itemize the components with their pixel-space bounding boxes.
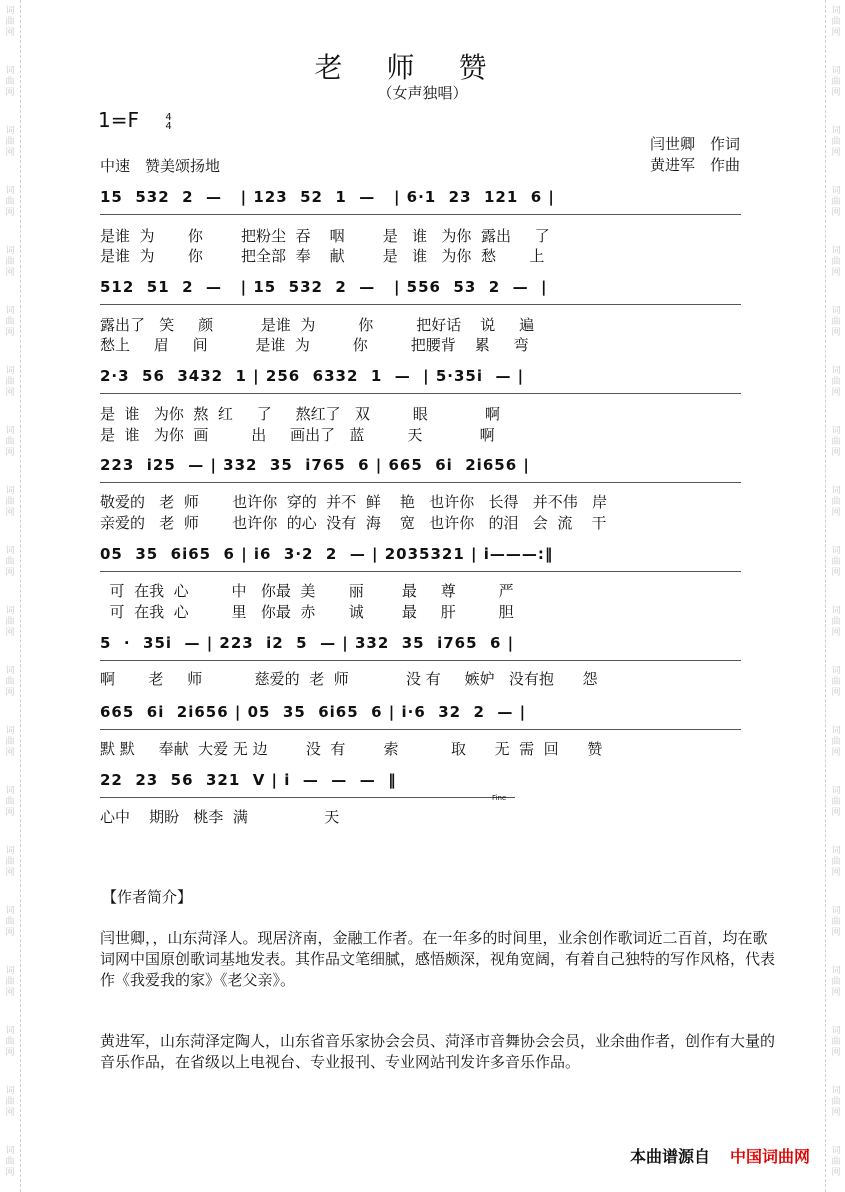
right-margin-strip	[825, 0, 845, 1192]
lyricist-bio: 闫世卿，，山东菏泽人。现居济南，金融工作者。在一年多的时间里，业余创作歌词近二百首，均在歌词网中国原创歌词基地发表。其作品文笔细腻，感悟颇深，视角宽阔，有着自己独特的写作风格，代表作《我爱我的家》《老父亲》。	[100, 929, 776, 989]
watermark-text: 词 曲 网	[831, 546, 841, 578]
watermark-text: 词 曲 网	[5, 906, 15, 938]
watermark-text: 词 曲 网	[5, 126, 15, 158]
watermark-text: 词 曲 网	[831, 846, 841, 878]
watermark-text: 词 曲 网	[5, 966, 15, 998]
key-label: 1=F	[98, 108, 139, 132]
watermark-text: 词 曲 网	[5, 1146, 15, 1178]
watermark-text: 词 曲 网	[5, 306, 15, 338]
watermark-text: 词 曲 网	[5, 726, 15, 758]
notation-row-3: 2·3 56 3432 1 | 256 6332 1 — | 5·35i — |	[100, 367, 741, 394]
watermark-text: 词 曲 网	[5, 666, 15, 698]
lyric-line-6a: 啊 老 师 慈爱的 老 师 没 有 嫉妒 没有抱 怨	[100, 670, 598, 688]
lyric-line-8a: 心中 期盼 桃李 满 天	[100, 808, 340, 826]
source-site-link[interactable]: 中国词曲网	[729, 1147, 810, 1166]
watermark-text: 词 曲 网	[5, 1086, 15, 1118]
lyric-line-4a: 敬爱的 老 师 也许你 穿的 并不 鲜 艳 也许你 长得 并不伟 岸	[100, 493, 608, 511]
lyric-line-2a: 露出了 笑 颜 是谁 为 你 把好话 说 遍	[100, 316, 535, 334]
watermark-text: 词 曲 网	[831, 66, 841, 98]
lyric-line-3a: 是 谁 为你 熬 红 了 熬红了 双 眼 啊	[100, 405, 501, 423]
bio-heading: 【作者简介】	[102, 888, 193, 906]
watermark-text: 词 曲 网	[831, 6, 841, 38]
lyric-line-4b: 亲爱的 老 师 也许你 的心 没有 海 宽 也许你 的泪 会 流 干	[100, 514, 607, 532]
watermark-text: 词 曲 网	[5, 6, 15, 38]
watermark-text: 词 曲 网	[831, 786, 841, 818]
composer-credit: 黄进军 作曲	[649, 156, 740, 174]
source-label: 本曲谱源自	[629, 1147, 710, 1166]
watermark-text: 词 曲 网	[831, 1086, 841, 1118]
watermark-text: 词 曲 网	[5, 1026, 15, 1058]
notation-row-4: 223 i25 — | 332 35 i765 6 | 665 6i 2i656 |	[100, 456, 741, 483]
notation-row-6: 5 · 35i — | 223 i2 5 — | 332 35 i765 6 |	[100, 634, 741, 661]
watermark-text: 词 曲 网	[5, 186, 15, 218]
watermark-text: 词 曲 网	[831, 246, 841, 278]
watermark-text: 词 曲 网	[831, 906, 841, 938]
watermark-text: 词 曲 网	[831, 486, 841, 518]
watermark-text: 词 曲 网	[5, 846, 15, 878]
notation-row-7: 665 6i 2i656 | 05 35 6i65 6 | i·6 32 2 — |	[100, 703, 741, 730]
composer-bio: 黄进军，山东菏泽定陶人，山东省音乐家协会会员、菏泽市音舞协会会员，业余曲作者，创作有大量的音乐作品，在省级以上电视台、专业报刊、专业网站刊发许多音乐作品。	[100, 1032, 776, 1071]
tempo-marking: 中速 赞美颂扬地	[100, 157, 221, 175]
lyric-line-2b: 愁上 眉 间 是谁 为 你 把腰背 累 弯	[100, 336, 529, 354]
watermark-text: 词 曲 网	[831, 366, 841, 398]
watermark-text: 词 曲 网	[831, 726, 841, 758]
watermark-text: 词 曲 网	[5, 606, 15, 638]
watermark-text: 词 曲 网	[5, 546, 15, 578]
left-margin-strip	[0, 0, 21, 1192]
lyric-line-1a: 是谁 为 你 把粉尘 吞 咽 是 谁 为你 露出 了	[100, 227, 550, 245]
watermark-text: 词 曲 网	[5, 426, 15, 458]
fine-mark: Fine	[492, 794, 507, 802]
watermark-text: 词 曲 网	[831, 966, 841, 998]
lyric-line-5b: 可 在我 心 里 你最 赤 诚 最 肝 胆	[100, 603, 514, 621]
watermark-text: 词 曲 网	[5, 246, 15, 278]
watermark-text: 词 曲 网	[831, 606, 841, 638]
watermark-text: 词 曲 网	[831, 186, 841, 218]
watermark-text: 词 曲 网	[831, 306, 841, 338]
watermark-text: 词 曲 网	[831, 666, 841, 698]
watermark-text: 词 曲 网	[831, 1146, 841, 1178]
watermark-text: 词 曲 网	[5, 486, 15, 518]
source-credit	[630, 1144, 810, 1167]
meter-top: 4	[165, 111, 172, 123]
lyric-line-7a: 默 默 奉献 大爱 无 边 没 有 索 取 无 需 回 赞	[100, 740, 603, 758]
time-signature	[165, 113, 171, 131]
watermark-text: 词 曲 网	[5, 66, 15, 98]
lyricist-credit: 闫世卿 作词	[649, 135, 740, 153]
notation-row-8: 22 23 56 321 V | i — — — ‖	[100, 771, 515, 798]
notation-row-2: 512 51 2 — | 15 532 2 — | 556 53 2 — |	[100, 278, 741, 305]
song-title: 老师赞	[314, 51, 531, 84]
watermark-text: 词 曲 网	[5, 366, 15, 398]
watermark-text: 词 曲 网	[5, 786, 15, 818]
watermark-text: 词 曲 网	[831, 426, 841, 458]
notation-row-5: 05 35 6i65 6 | i6 3·2 2 — | 2035321 | i———:‖	[100, 545, 741, 572]
lyric-line-3b: 是 谁 为你 画 出 画出了 蓝 天 啊	[100, 426, 495, 444]
song-subtitle: （女声独唱）	[377, 84, 468, 102]
lyric-line-1b: 是谁 为 你 把全部 奉 献 是 谁 为你 愁 上	[100, 247, 545, 265]
key-signature	[98, 108, 172, 132]
credits	[650, 134, 740, 176]
lyric-line-5a: 可 在我 心 中 你最 美 丽 最 尊 严	[100, 582, 514, 600]
watermark-text: 词 曲 网	[831, 126, 841, 158]
notation-row-1: 15 532 2 — | 123 52 1 — | 6·1 23 121 6 |	[100, 188, 741, 215]
meter-bottom: 4	[165, 120, 172, 132]
watermark-text: 词 曲 网	[831, 1026, 841, 1058]
